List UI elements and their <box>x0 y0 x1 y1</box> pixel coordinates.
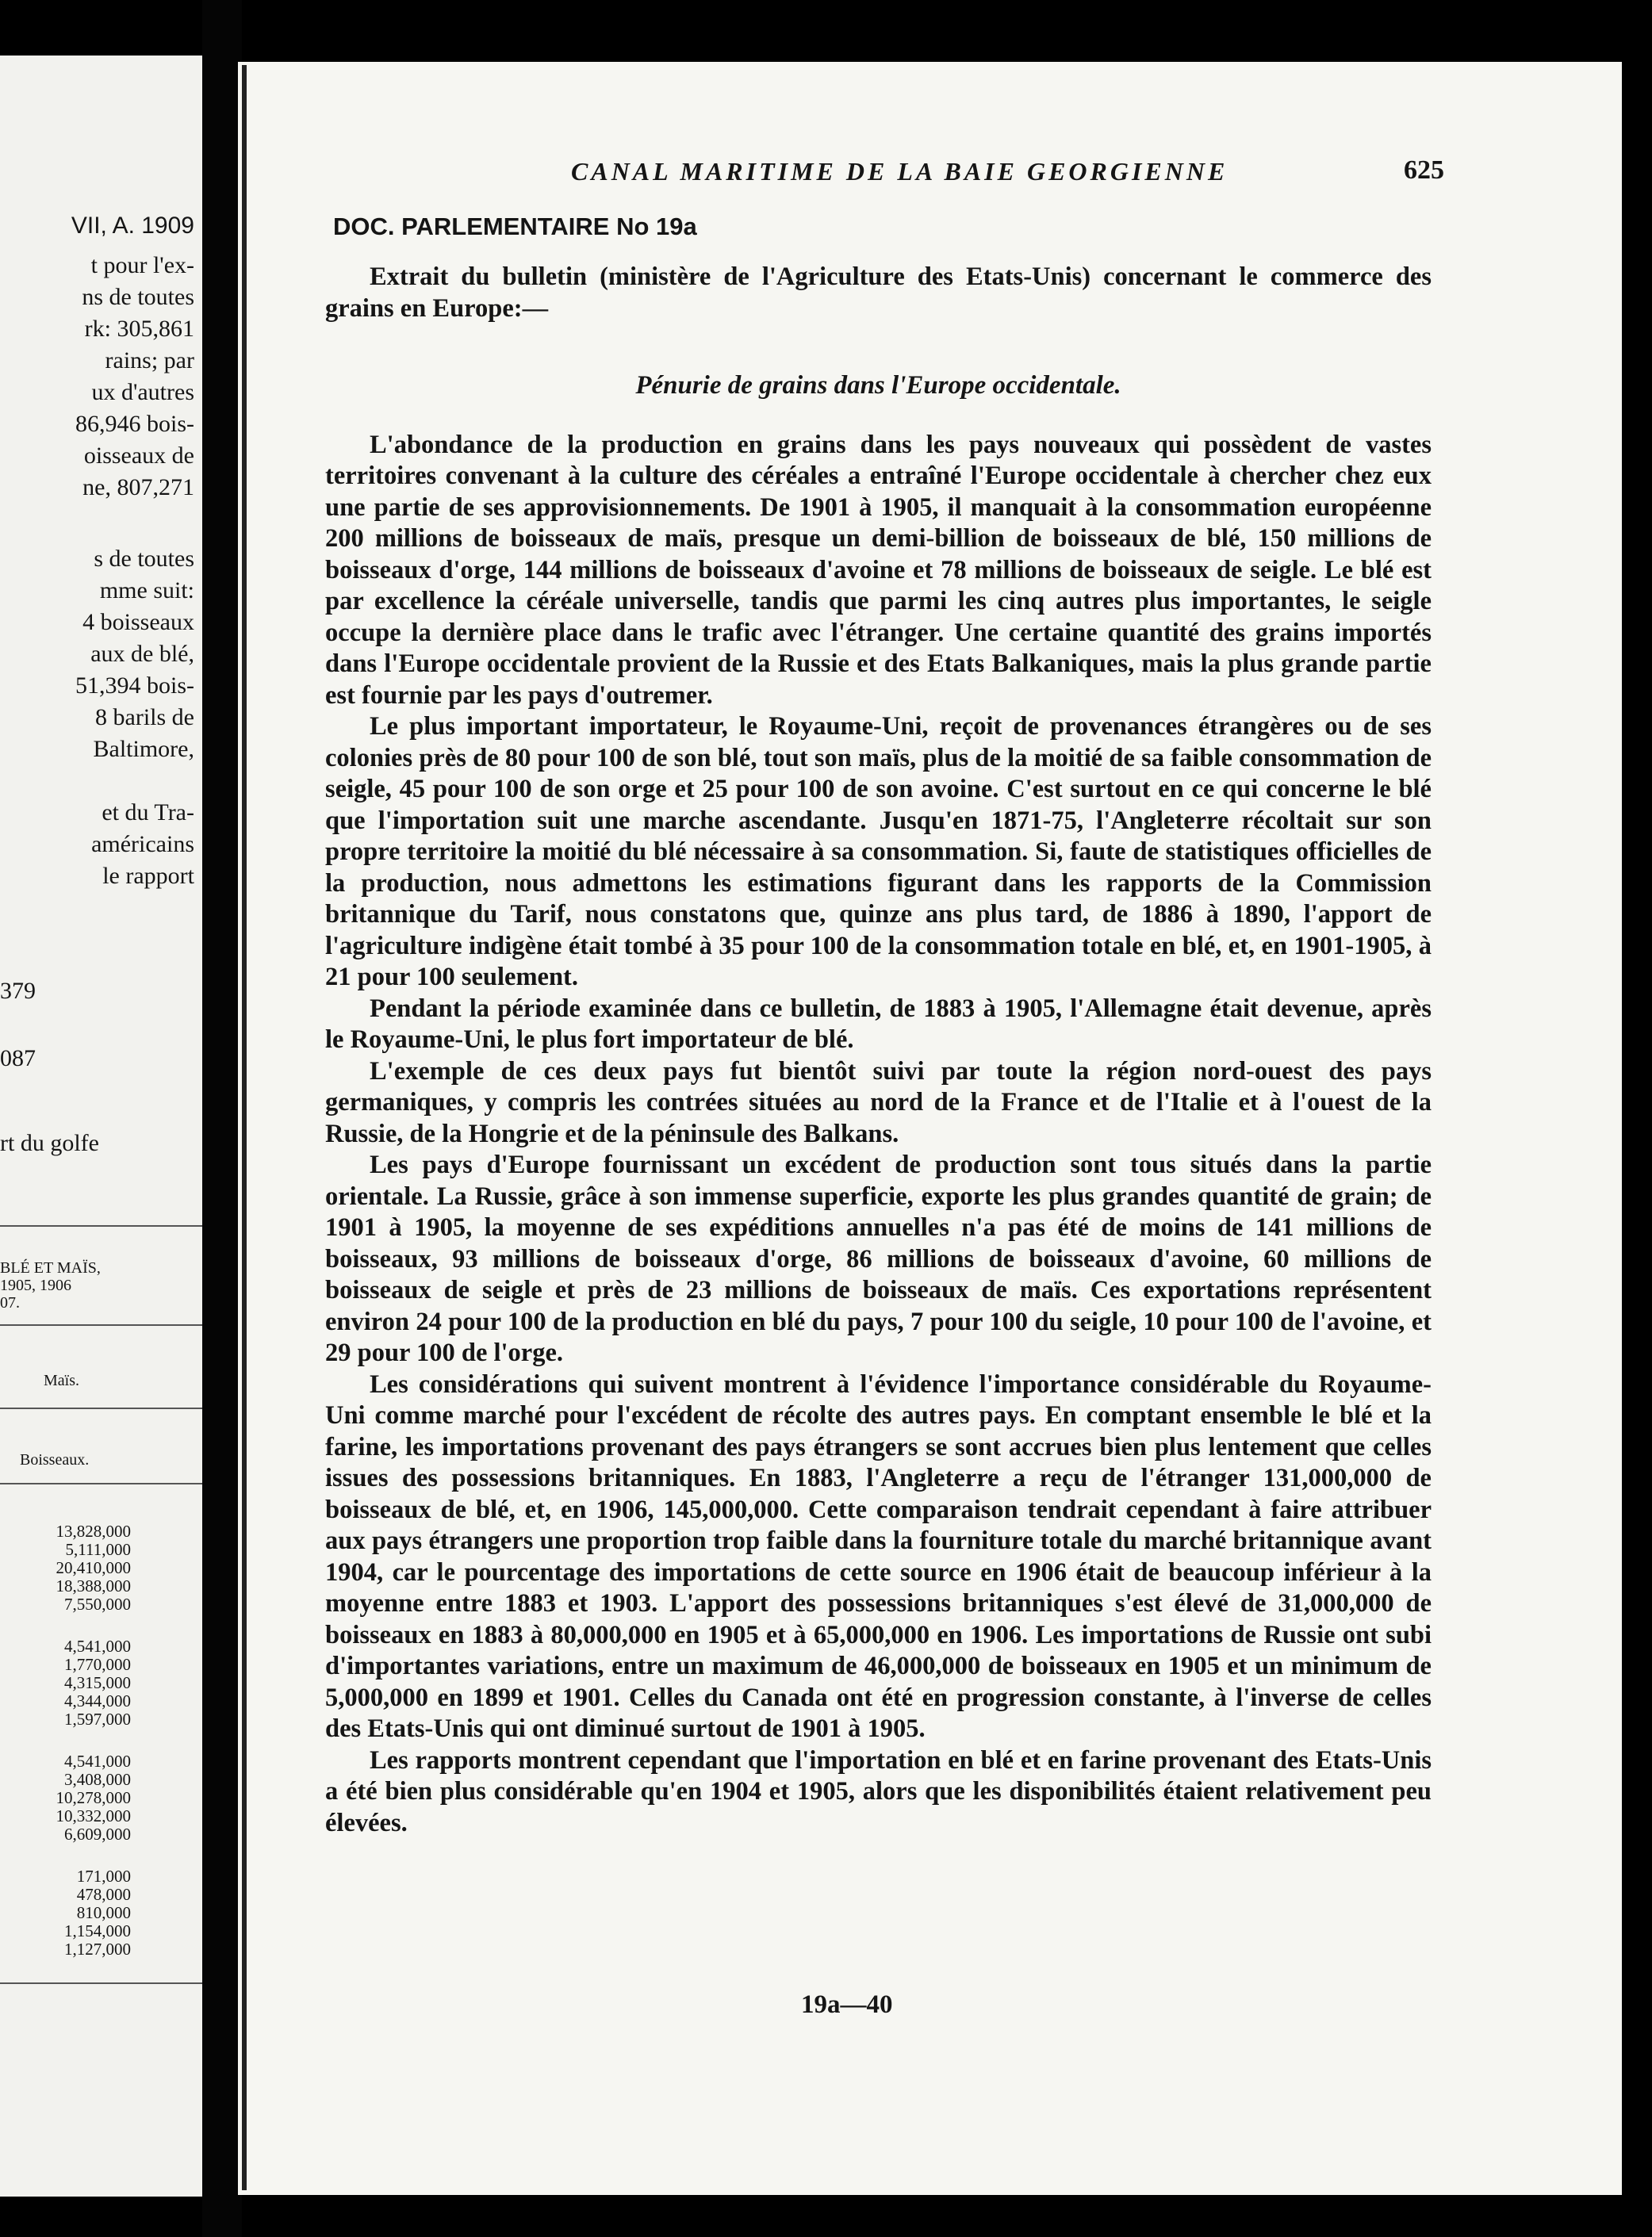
left-fragment: t pour l'ex- <box>90 252 194 278</box>
left-fragment: et du Tra- <box>102 799 194 825</box>
table-bottom-rule <box>0 1982 202 1984</box>
table-value: 4,541,000 <box>64 1752 131 1771</box>
left-fragment: aux de blé, <box>90 641 194 667</box>
body-paragraph: Les considérations qui suivent montrent à l'évidence l'importance considérable du Royaume-Uni comme marché pour l'excédent de récolte des autres pays. En comptant ensemble le blé et la farine, les importations provenant des pays étrangers se sont accrues bien plus lentement que celles issues des possessions britanniques. En 1883, l'Angleterre a reçu de l'étranger 131,000,000 de boisseaux de blé, et, en 1906, 145,000,000. Cette comparaison tendrait cependant à faire attribuer aux pays étrangers une proportion trop faible dans la fourniture totale du marché britannique avant 1904, car le pourcentage des importations de cette source en 1906 était de beaucoup inférieur à la moyenne entre 1883 et 1903. L'apport des possessions britanniques s'est élevé de 31,000,000 de boisseaux en 1883 à 80,000,000 en 1905 et à 65,000,000 en 1906. Les importations de Russie ont subi d'importantes variations, entre un maximum de 46,000,000 de boisseaux en 1905 et un minimum de 5,000,000 en 1899 et 1901. Celles du Canada ont été en progression constante, à l'inverse de celles des Etats-Unis qui ont diminué surtout de 1901 à 1905. <box>325 1369 1432 1743</box>
table-value: 1,770,000 <box>64 1655 131 1674</box>
table-value: 4,315,000 <box>64 1673 131 1692</box>
left-fragment: ne, 807,271 <box>82 474 194 500</box>
document-label: DOC. PARLEMENTAIRE No 19a <box>333 213 697 240</box>
body-paragraph: Les pays d'Europe fournissant un excédent de production sont tous situés dans la partie orientale. La Russie, grâce à son immense superficie, exporte les plus grandes quantité de grain; de 1901 à 1905, la moyenne de ses expéditions annuelles n'a pas été de moins de 141 millions de boisseaux, 93 millions de boisseaux d'orge, 86 millions de boisseaux d'avoine, 60 millions de boisseaux de seigle et près de 23 millions de boisseaux de maïs. Ces exportations représentent environ 24 pour 100 de la production en blé du pays, 7 pour 100 du seigle, 10 pour 100 de l'avoine, et 29 pour 100 de l'orge. <box>325 1151 1432 1367</box>
table-value: 7,550,000 <box>64 1595 131 1614</box>
body-paragraph: Pendant la période examinée dans ce bulletin, de 1883 à 1905, l'Allemagne était devenue, après le Royaume-Uni, le plus fort importateur de blé. <box>325 994 1432 1054</box>
left-fragment: 379 <box>0 978 36 1004</box>
table-value: 1,597,000 <box>64 1710 131 1729</box>
body-paragraph: L'abondance de la production en grains dans les pays nouveaux qui possèdent de vastes territoires convenant à la culture des céréales a entraîné l'Europe occidentale à chercher chez eux une partie de ses approvisionnements. De 1901 à 1905, il manquait à la consommation européenne 200 millions de boisseaux de maïs, presque un demi-billion de boisseaux de blé, 150 millions de boisseaux d'orge, 144 millions de boisseaux d'avoine et 78 millions de boisseaux de seigle. Le blé est par excellence la céréale universelle, tandis que parmi les cinq autres plus importantes, le seigle occupe la dernière place dans le trafic avec l'étranger. Une certaine quantité des grains importés dans l'Europe occidentale provient de la Russie et des Etats Balkaniques, mais la plus grande partie est fournie par les pays d'outremer. <box>325 430 1432 710</box>
table-value: 18,388,000 <box>56 1576 131 1595</box>
table-top-rule <box>0 1225 202 1227</box>
left-fragment: américains <box>91 831 194 857</box>
table-rule <box>0 1324 202 1326</box>
column-title: Maïs. <box>44 1372 79 1389</box>
body-paragraph: Les rapports montrent cependant que l'importation en blé et en farine provenant des Etats-Unis a été bien plus considérable qu'en 1904 et 1905, alors que les disponibilités étaient relativement peu élevées. <box>325 1745 1432 1837</box>
table-rule <box>0 1408 202 1409</box>
article-body <box>325 262 1432 1839</box>
table-rule <box>0 1483 202 1484</box>
left-fragment: le rapport <box>102 863 194 889</box>
table-header-line: 1905, 1906 <box>0 1277 71 1294</box>
left-fragment: 8 barils de <box>95 704 194 730</box>
left-fragment: rk: 305,861 <box>84 316 194 342</box>
sessional-paper-code: 19a—40 <box>801 1990 893 2019</box>
table-value: 6,609,000 <box>64 1825 131 1844</box>
book-gutter <box>202 0 242 2237</box>
page-edge <box>242 65 247 2190</box>
left-fragment: oisseaux de <box>83 442 194 469</box>
table-value: 171,000 <box>76 1867 131 1886</box>
table-header-line: 07. <box>0 1294 20 1312</box>
table-value: 10,278,000 <box>56 1788 131 1807</box>
table-value: 13,828,000 <box>56 1522 131 1541</box>
left-fragment: mme suit: <box>99 577 194 603</box>
table-value: 4,344,000 <box>64 1691 131 1710</box>
left-fragment: 51,394 bois- <box>75 672 194 699</box>
left-fragment: Baltimore, <box>93 736 194 762</box>
left-fragment: rains; par <box>105 347 194 373</box>
table-value: 4,541,000 <box>64 1637 131 1656</box>
left-fragment: s de toutes <box>94 546 194 572</box>
table-value: 5,111,000 <box>65 1540 131 1559</box>
table-value: 810,000 <box>76 1903 131 1922</box>
left-fragment: 86,946 bois- <box>75 411 194 437</box>
previous-page-strip <box>0 56 202 2197</box>
table-value: 478,000 <box>76 1885 131 1904</box>
table-value: 1,154,000 <box>64 1921 131 1940</box>
left-fragment: ns de toutes <box>82 284 194 310</box>
page-number: 625 <box>1404 155 1444 185</box>
left-fragment: rt du golfe <box>0 1130 99 1156</box>
table-value: 1,127,000 <box>64 1940 131 1959</box>
body-paragraph: L'exemple de ces deux pays fut bientôt suivi par toute la région nord-ouest des pays germaniques, y compris les contrées situées au nord de la France et de l'Italie et à l'ouest de la Russie, de la Hongrie et de la péninsule des Balkans. <box>325 1056 1432 1148</box>
body-paragraph: Le plus important importateur, le Royaume-Uni, reçoit de provenances étrangères ou de ses colonies près de 80 pour 100 de son blé, tout son maïs, plus de la moitié de sa faible consommation de seigle, 45 pour 100 de son orge et 25 pour 100 de son avoine. C'est surtout en ce qui concerne le blé que l'importation suit une marche ascendante. Jusqu'en 1871-75, l'Angleterre récoltait sur son propre territoire la moitié du blé nécessaire à sa consommation. Si, faute de statistiques officielles de la production, nous admettons les estimations figurant dans les rapports de la Commission britannique du Tarif, nous constatons que, quinze ans plus tard, de 1886 à 1890, l'apport de l'agriculture indigène était tombé à 35 pour 100 de la consommation totale en blé, et, en 1901-1905, à 21 pour 100 seulement. <box>325 712 1432 991</box>
left-fragment: ux d'autres <box>91 379 194 405</box>
table-value: 20,410,000 <box>56 1558 131 1577</box>
unit-label: Boisseaux. <box>20 1451 90 1469</box>
table-value: 3,408,000 <box>64 1770 131 1789</box>
left-fragment: 087 <box>0 1045 36 1071</box>
intro-paragraph: Extrait du bulletin (ministère de l'Agriculture des Etats-Unis) concernant le commerce des grains en Europe:— <box>325 262 1432 323</box>
section-title: Pénurie de grains dans l'Europe occidentale. <box>635 371 1121 400</box>
table-header-line: BLÉ ET MAÏS, <box>0 1259 101 1277</box>
running-head: CANAL MARITIME DE LA BAIE GEORGIENNE <box>571 157 1228 186</box>
left-fragment: VII, A. 1909 <box>71 213 194 239</box>
table-value: 10,332,000 <box>56 1806 131 1825</box>
left-fragment: 4 boisseaux <box>82 609 194 635</box>
